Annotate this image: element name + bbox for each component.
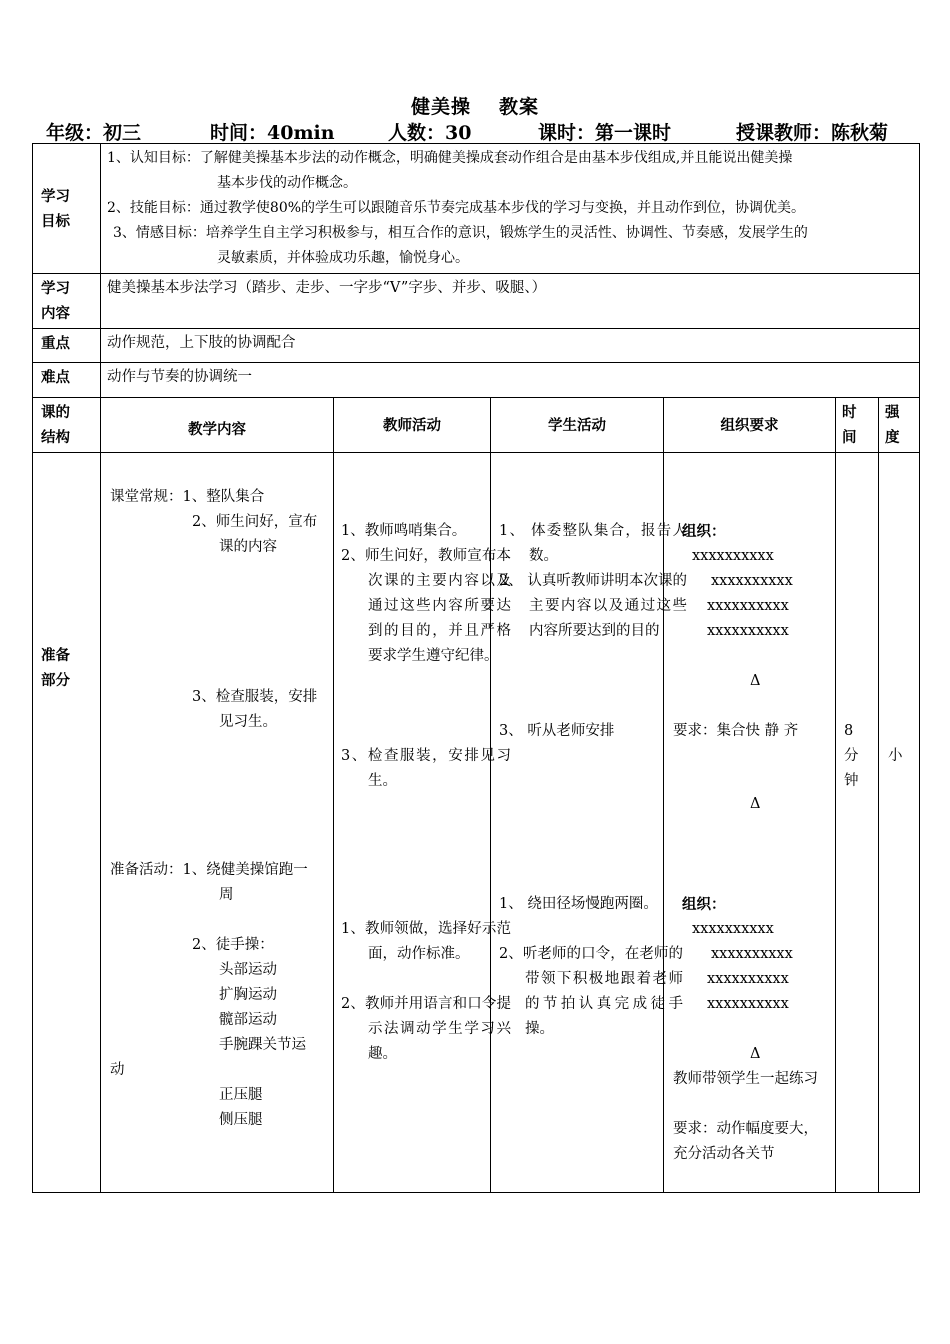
teacher-position-marker: Δ [750, 673, 761, 689]
teacher-step-1: 1、教师鸣哨集合。 [341, 523, 467, 539]
formation-row: xxxxxxxxxx [692, 548, 774, 564]
period-label: 课时：第一课时 [538, 122, 672, 144]
teacher-label: 授课教师：陈秋菊 [736, 122, 889, 144]
prep-teacher-cell [334, 453, 511, 1193]
teacher-step-2: 2、师生问好，教师宣布本次课的主要内容以及通过这些内容所要达到的目的，并且严格要求学生遵守纪律。 [341, 548, 511, 664]
info-line [46, 118, 916, 146]
header-intensity: 强 度 [879, 398, 920, 453]
routine-2b: 课的内容 [219, 539, 277, 555]
title-doc-type: 教案 [499, 96, 540, 118]
formation-row: xxxxxxxxxx [707, 598, 789, 614]
warmup-2: 2、徒手操： [192, 937, 274, 953]
time-unit-2: 钟 [844, 773, 859, 789]
prep-row [33, 453, 920, 1193]
exercise-head: 头部运动 [219, 962, 277, 978]
teacher-position-marker: Δ [750, 1046, 761, 1062]
prep-time-cell [836, 453, 879, 1193]
student-step-3: 3、 听从老师安排 [499, 723, 615, 739]
student-step-2: 2、 认真听教师讲明本次课的主要内容以及通过这些内容所要达到的目的 [499, 573, 687, 639]
exercise-chest: 扩胸运动 [219, 987, 277, 1003]
teacher-position-marker: Δ [750, 796, 761, 812]
header-content: 教学内容 [101, 398, 334, 453]
objectives-text [101, 144, 920, 274]
keypoint-row [33, 329, 920, 363]
structure-header-row [33, 398, 920, 453]
objectives-label: 学习 目标 [33, 144, 101, 274]
document-title [0, 92, 950, 119]
org-note: 教师带领学生一起练习 [673, 1071, 818, 1087]
exercise-leg-front: 正压腿 [219, 1087, 263, 1103]
requirement-1: 要求：集合快 静 齐 [673, 723, 799, 739]
org-label-1: 组织： [682, 523, 726, 540]
formation-row: xxxxxxxxxx [711, 573, 793, 589]
prep-student-cell [491, 453, 687, 1193]
objective-cognitive: 1、认知目标：了解健美操基本步法的动作概念，明确健美操成套动作组合是由基本步伐组成,并且能说出健美操 [107, 150, 793, 166]
exercise-hip: 髋部运动 [219, 1012, 277, 1028]
teacher-warmup-2: 2、教师并用语言和口令提示法调动学生学习兴趣。 [341, 996, 511, 1062]
title-subject: 健美操 [410, 96, 471, 118]
keypoint-text: 动作规范，上下肢的协调配合 [101, 329, 920, 363]
count-label: 人数：30 [388, 122, 472, 144]
content-label: 学习 内容 [33, 274, 101, 329]
lesson-plan-table [32, 143, 920, 1193]
content-row [33, 274, 920, 329]
student-warmup-1: 1、 绕田径场慢跑两圈。 [499, 896, 658, 912]
difficulty-text: 动作与节奏的协调统一 [101, 363, 920, 398]
header-structure: 课的 结构 [33, 398, 101, 453]
teacher-step-3: 3、检查服装，安排见习生。 [341, 748, 511, 789]
routine-3b: 见习生。 [219, 714, 277, 730]
formation-row: xxxxxxxxxx [707, 996, 789, 1012]
objective-affective: 3、情感目标：培养学生自主学习积极参与，相互合作的意识，锻炼学生的灵活性、协调性、节奏感，发展学生的 [113, 225, 808, 241]
requirement-2: 要求：动作幅度要大，充分活动各关节 [673, 1121, 818, 1162]
header-time: 时 间 [836, 398, 879, 453]
student-warmup-2: 2、听老师的口令，在老师的带领下积极地跟着老师的节拍认真完成徒手操。 [499, 946, 683, 1037]
header-teacher: 教师活动 [334, 398, 491, 453]
difficulty-label: 难点 [33, 363, 101, 398]
prep-intensity-cell [879, 453, 920, 1193]
time-unit-1: 分 [844, 748, 859, 764]
objective-cognitive-cont: 基本步伐的动作概念。 [217, 175, 357, 191]
prep-content-cell [101, 453, 334, 1193]
objective-skill: 2、技能目标：通过教学使80%的学生可以跟随音乐节奏完成基本步伐的学习与变换，并且动作到位，协调优美。 [107, 200, 806, 216]
time-label: 时间：40min [210, 122, 335, 144]
header-organization: 组织要求 [664, 398, 836, 453]
formation-row: xxxxxxxxxx [692, 921, 774, 937]
routine-2: 2、师生问好，宣布 [192, 514, 318, 530]
difficulty-row [33, 363, 920, 398]
warmup-1: 准备活动：1、绕健美操馆跑一 [110, 862, 308, 878]
exercise-leg-side: 侧压腿 [219, 1112, 263, 1128]
time-value: 8 [844, 723, 854, 739]
routine-1: 课堂常规：1、整队集合 [110, 489, 265, 505]
formation-row: xxxxxxxxxx [711, 946, 793, 962]
header-student: 学生活动 [491, 398, 664, 453]
content-text: 健美操基本步法学习（踏步、走步、一字步“V”字步、并步、吸腿、） [101, 274, 920, 329]
exercise-wrist-ankle-cont: 动 [110, 1062, 125, 1078]
prep-label: 准备 部分 [33, 453, 101, 1193]
formation-row: xxxxxxxxxx [707, 623, 789, 639]
org-label-2: 组织： [682, 896, 726, 913]
objective-affective-cont: 灵敏素质，并体验成功乐趣，愉悦身心。 [217, 250, 469, 266]
exercise-wrist-ankle: 手腕踝关节运 [219, 1037, 306, 1053]
grade-label: 年级：初三 [46, 122, 142, 144]
objectives-row [33, 144, 920, 274]
warmup-1b: 周 [219, 887, 234, 903]
prep-organization-cell [664, 453, 836, 1193]
formation-row: xxxxxxxxxx [707, 971, 789, 987]
keypoint-label: 重点 [33, 329, 101, 363]
routine-3: 3、检查服装，安排 [192, 689, 318, 705]
student-step-1: 1、 体委整队集合，报告人数。 [499, 523, 687, 564]
intensity-value: 小 [888, 748, 903, 764]
teacher-warmup-1: 1、教师领做，选择好示范面，动作标准。 [341, 921, 511, 962]
